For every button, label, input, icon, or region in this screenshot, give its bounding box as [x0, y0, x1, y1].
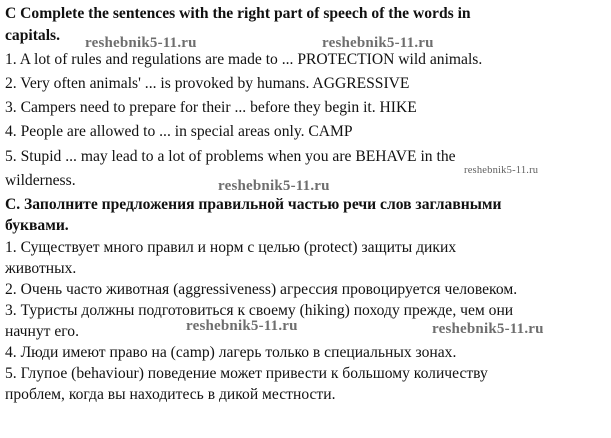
russian-line-7: 5. Глупое (behaviour) поведение может привести к большому количеству [5, 365, 488, 382]
english-item-1: 1. A lot of rules and regulations are made to ... PROTECTION wild animals. [5, 51, 483, 68]
russian-heading-line-2: буквами. [5, 217, 69, 234]
russian-line-3: 2. Очень часто животная (aggressiveness) агрессия провоцируется человеком. [5, 281, 518, 298]
watermark: reshebnik5-11.ru [464, 165, 539, 176]
russian-line-2: животных. [5, 260, 77, 277]
english-item-5: 5. Stupid ... may lead to a lot of problems when you are BEHAVE in the [5, 148, 456, 165]
watermark: reshebnik5-11.ru [85, 35, 197, 51]
watermark: reshebnik5-11.ru [186, 318, 298, 334]
watermark: reshebnik5-11.ru [218, 178, 330, 194]
english-heading-line-1: C Complete the sentences with the right part of speech of the words in [5, 5, 471, 22]
english-item-2: 2. Very often animals' ... is provoked by humans. AGGRESSIVE [5, 75, 410, 92]
russian-line-5: начнут его. [5, 323, 79, 340]
russian-line-4: 3. Туристы должны подготовиться к своему (hiking) походу прежде, чем они [5, 302, 514, 319]
english-item-5-continued: wilderness. [5, 172, 76, 189]
russian-heading-line-1: С. Заполните предложения правильной частью речи слов заглавными [5, 196, 502, 213]
english-item-4: 4. People are allowed to ... in special areas only. CAMP [5, 123, 353, 140]
russian-line-8: проблем, когда вы находитесь в дикой местности. [5, 386, 336, 403]
english-item-3: 3. Campers need to prepare for their ... before they begin it. HIKE [5, 99, 417, 116]
watermark: reshebnik5-11.ru [432, 321, 544, 337]
watermark: reshebnik5-11.ru [322, 35, 434, 51]
russian-line-6: 4. Люди имеют право на (camp) лагерь только в специальных зонах. [5, 344, 457, 361]
english-heading-line-2: capitals. [5, 27, 61, 44]
russian-line-1: 1. Существует много правил и норм с целью (protect) защиты диких [5, 239, 457, 256]
